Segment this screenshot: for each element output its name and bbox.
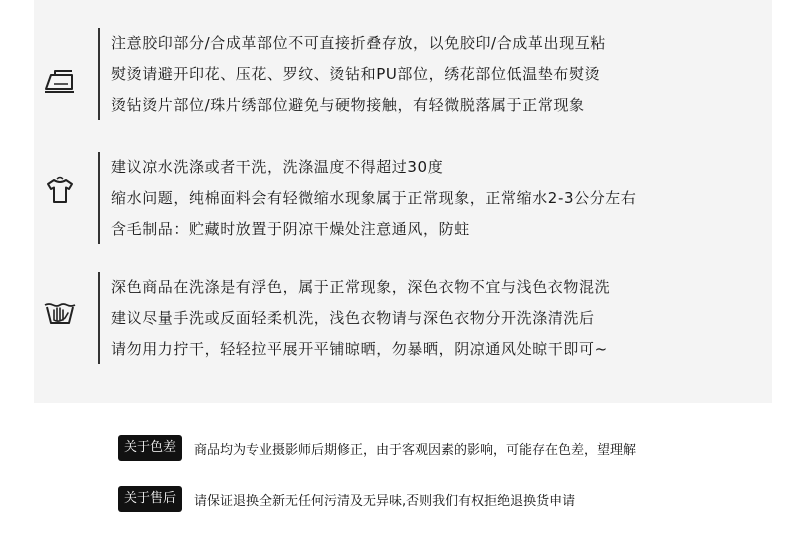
care-text-line: 注意胶印部分/合成革部位不可直接折叠存放，以免胶印/合成革出现互粘 — [111, 34, 606, 52]
care-text-lines — [111, 28, 606, 121]
section-divider — [98, 152, 100, 244]
section-divider — [98, 272, 100, 364]
care-text-line: 深色商品在洗涤是有浮色，属于正常现象，深色衣物不宜与浅色衣物混洗 — [111, 278, 611, 296]
care-instructions-panel — [34, 0, 772, 403]
color-difference-note — [118, 435, 636, 461]
section-divider — [98, 28, 100, 120]
care-text-line: 建议尽量手洗或反面轻柔机洗，浅色衣物请与深色衣物分开洗涤清洗后 — [111, 309, 595, 327]
care-text-line: 含毛制品：贮藏时放置于阴凉干燥处注意通风，防蛀 — [111, 220, 470, 238]
care-text-line: 熨烫请避开印花、压花、罗纹、烫钻和PU部位，绣花部位低温垫布熨烫 — [111, 65, 601, 83]
after-sales-note — [118, 486, 575, 512]
color-difference-badge: 关于色差 — [118, 435, 182, 461]
care-text-lines — [111, 152, 637, 245]
after-sales-text: 请保证退换全新无任何污清及无异味,否则我们有权拒绝退换货申请 — [194, 493, 576, 509]
color-difference-text: 商品均为专业摄影师后期修正，由于客观因素的影响，可能存在色差，望理解 — [194, 442, 637, 458]
hand-wash-icon — [43, 296, 77, 326]
care-text-line: 请勿用力拧干，轻轻拉平展开平铺晾晒，勿暴晒，阴凉通风处晾干即可~ — [111, 340, 608, 358]
care-text-line: 建议凉水洗涤或者干洗，洗涤温度不得超过30度 — [111, 158, 444, 176]
care-text-line: 缩水问题，纯棉面料会有轻微缩水现象属于正常现象，正常缩水2-3公分左右 — [111, 189, 637, 207]
iron-icon — [43, 66, 77, 96]
care-text-line: 烫钻烫片部位/珠片绣部位避免与硬物接触，有轻微脱落属于正常现象 — [111, 96, 585, 114]
care-text-lines — [111, 272, 610, 365]
after-sales-badge: 关于售后 — [118, 486, 182, 512]
shirt-icon — [43, 175, 77, 205]
